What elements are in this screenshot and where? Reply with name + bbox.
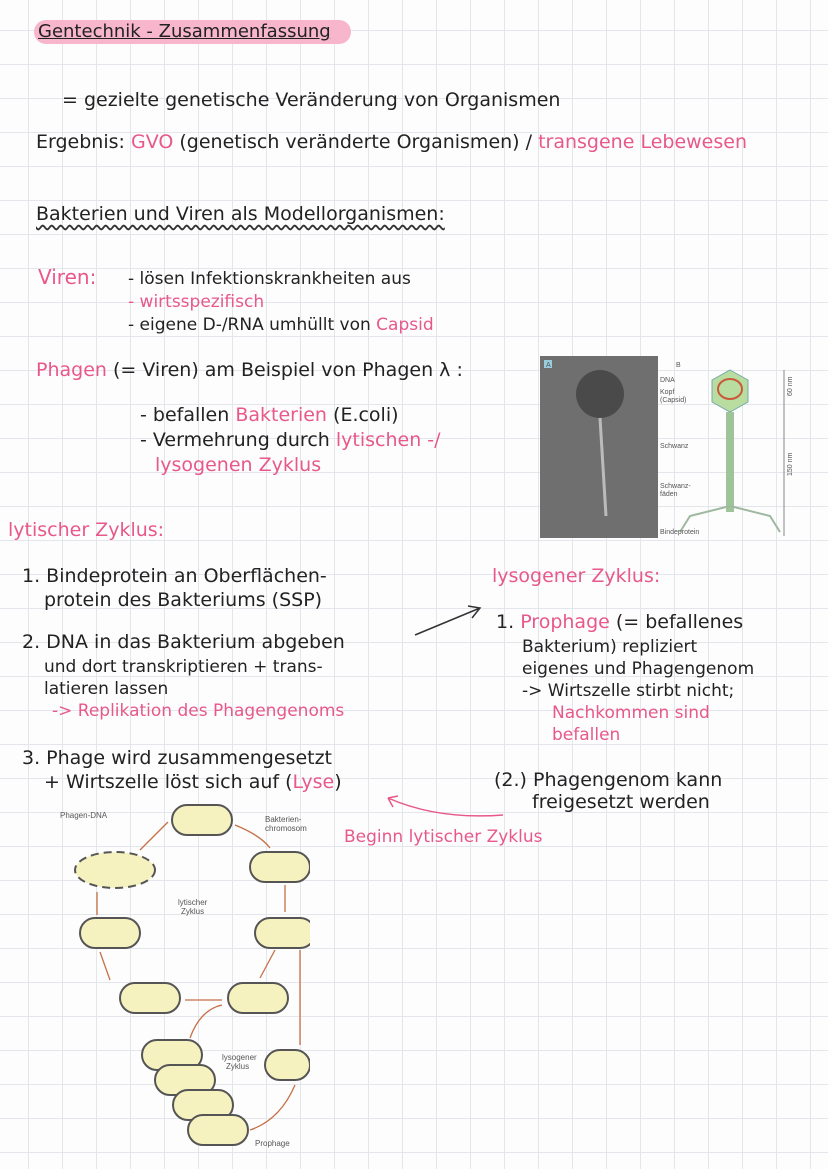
label-zyklus-1: Zyklus: [181, 907, 205, 916]
lytisch-step-3: 3. Phage wird zusammengesetzt: [22, 747, 333, 769]
phage-figure: [540, 356, 802, 538]
phagen-line: [36, 360, 463, 381]
dim-head: 60 nm: [787, 376, 794, 396]
ergebnis-line: [36, 132, 747, 153]
bacterium: [188, 1115, 248, 1145]
label-prophage: Prophage: [255, 1139, 290, 1148]
lysogen-step-2: (2.) Phagengenom kann: [494, 769, 723, 791]
lytisch-step-2c: latieren lassen: [44, 679, 169, 699]
arrow-icon: [410, 600, 490, 640]
lysogen-line-1: Bakterium) repliziert: [522, 637, 698, 657]
label-bindeprotein: Bindeprotein: [660, 529, 700, 536]
paren: ): [334, 771, 342, 793]
phagen-label: Phagen: [36, 359, 107, 381]
panel-a: A: [546, 362, 551, 369]
label-capsid: (Capsid): [660, 397, 687, 404]
viren-item-3: [128, 316, 434, 335]
dim-tail: 150 nm: [787, 452, 794, 476]
gvo: GVO: [130, 131, 174, 153]
text: + Wirtszelle löst sich auf (: [44, 771, 293, 793]
tail-shape: [726, 412, 734, 512]
bakterien: Bakterien: [235, 404, 327, 426]
label-zyklus-2: Zyklus: [226, 1062, 250, 1071]
bacterium: [120, 983, 180, 1013]
lysogen-pink-1: Nachkommen sind: [552, 703, 710, 723]
capsid: Capsid: [376, 315, 434, 335]
label-bakterien: Bakterien-: [265, 815, 302, 824]
label-faeden: fäden: [660, 491, 678, 498]
lysogen-step-1: [496, 612, 743, 633]
label-schwanz: Schwanz: [660, 443, 689, 450]
label-dna: DNA: [660, 377, 675, 384]
viren-item-3-text: - eigene D-/RNA umhüllt von: [128, 315, 371, 335]
bacterium: [80, 918, 140, 948]
bacterium: [172, 805, 232, 835]
label-lysogener: lysogener: [222, 1053, 257, 1062]
text: - Vermehrung durch: [140, 429, 330, 451]
prophage: Prophage: [520, 611, 610, 633]
num: 1.: [496, 611, 515, 633]
panel-b: B: [676, 362, 681, 369]
lysogen-heading: lysogener Zyklus:: [492, 565, 661, 587]
lytisch-step-1b: protein des Bakteriums (SSP): [44, 589, 323, 611]
lysogen-line-3: -> Wirtszelle stirbt nicht;: [522, 681, 735, 701]
lytisch-step-3b: [44, 772, 342, 793]
lyse: Lyse: [292, 771, 335, 793]
curved-arrow-icon: [378, 790, 508, 830]
definition: = gezielte genetische Veränderung von Organismen: [62, 89, 561, 111]
label-schwanzfaeden: Schwanz-: [660, 483, 691, 490]
bacterium: [228, 983, 288, 1013]
lysing-bacterium: [75, 852, 155, 888]
section-heading: Bakterien und Viren als Modellorganismen:: [36, 203, 445, 225]
ecoli: (E.coli): [333, 404, 399, 426]
lysogen-line-2: eigenes und Phagengenom: [522, 659, 755, 679]
lytisch-step-2d: -> Replikation des Phagengenoms: [52, 701, 345, 721]
beginn-lytisch: Beginn lytischer Zyklus: [344, 827, 543, 847]
lytischen: lytischen -/: [335, 429, 441, 451]
label-lytischer: lytischer: [178, 898, 208, 907]
label-phagen-dna: Phagen-DNA: [60, 811, 108, 820]
cycle-figure: [60, 800, 310, 1155]
viren-item-2: - wirtsspezifisch: [128, 292, 265, 312]
bacterium: [255, 918, 310, 948]
page-title: Gentechnik - Zusammenfassung: [34, 20, 351, 44]
zyklus: Zyklus: [258, 454, 322, 476]
lytisch-step-2: 2. DNA in das Bakterium abgeben: [22, 631, 345, 653]
viren-item-1: - lösen Infektionskrankheiten aus: [128, 269, 411, 289]
gvo-text: (genetisch veränderte Organismen) /: [179, 131, 533, 153]
phagen-item-1: [140, 405, 399, 426]
phagen-text: (= Viren) am Beispiel von Phagen λ :: [112, 359, 463, 381]
bacterium: [250, 852, 310, 882]
text: - befallen: [140, 404, 230, 426]
text: (= befallenes: [615, 611, 744, 633]
viren-label: Viren:: [38, 265, 97, 289]
transgen: transgene Lebewesen: [538, 131, 747, 153]
label-chromosom: chromosom: [265, 824, 307, 833]
lytisch-heading: lytischer Zyklus:: [8, 519, 165, 541]
lysogenen: lysogenen: [155, 454, 253, 476]
lytisch-step-1: 1. Bindeprotein an Oberflächen-: [22, 565, 327, 587]
bacterium: [265, 1050, 310, 1080]
lysogen-step-2b: freigesetzt werden: [532, 791, 710, 813]
phagen-item-2: [140, 430, 441, 451]
phagen-item-2b: [155, 455, 321, 476]
lytisch-step-2b: und dort transkriptieren + trans-: [44, 657, 323, 677]
lysogen-pink-2: befallen: [552, 725, 621, 745]
micrograph-head: [576, 370, 624, 418]
label-kopf: Kopf: [660, 389, 675, 396]
ergebnis-label: Ergebnis:: [36, 131, 125, 153]
